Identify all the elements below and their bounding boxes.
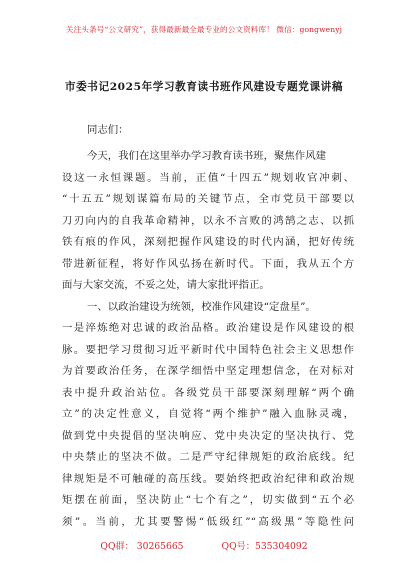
document-greeting: 同志们： [87, 124, 129, 136]
body-line: 面与大家交流，不妥之处，请大家批评指正。 [62, 279, 270, 291]
footer-contact [0, 538, 408, 552]
body-line: 带进新征程，将好作风弘扬在新时代。下面，我从五个方 [62, 257, 354, 270]
body-line: 中央禁止的坚决不做。二是严守纪律规矩的政治底线。纪 [62, 451, 354, 463]
body-line: 脉。要把学习贯彻习近平新时代中国特色社会主义思想作 [62, 343, 354, 356]
body-line: 刀刃向内的自我革命精神，以永不言败的鸿鹄之志、以抓 [62, 214, 354, 227]
body-line: 今天，我们在这里举办学习教育读书班，聚焦作风建 [87, 150, 326, 162]
section-heading: 一、以政治建设为统领，校准作风建设“定盘星”。 [87, 300, 316, 313]
body-line: 须”。当前，尤其要警惕“低级红”“高级黑”等隐性问 [62, 515, 354, 528]
body-line: 设这一永恒课题。当前，正值“十四五”规划收官冲刺、 [62, 171, 354, 184]
body-line: 铁有痕的作风，深刻把握作风建设的时代内涵，把好传统 [62, 236, 354, 248]
body-line: 一是淬炼绝对忠诚的政治品格。政治建设是作风建设的根 [62, 322, 354, 334]
header-promo-note: 关注头条号“公文研究”，获得最新最全最专业的公文资料库！ 微信：gongwenyj [65, 25, 343, 34]
body-line: 矩摆在前面，坚决防止“七个有之”，切实做到“五个必 [62, 494, 354, 506]
body-line: 律规矩是不可触碰的高压线。要始终把政治纪律和政治规 [62, 472, 354, 485]
body-line: 表中提升政治站位。各级党员干部要深刻理解“两个确 [62, 386, 354, 399]
body-line: “十五五”规划谋篇布局的关键节点，全市党员干部要以 [62, 193, 354, 205]
document-body [62, 146, 354, 533]
footer-qq-number: QQ号：535304092 [221, 541, 308, 552]
footer-qq-group: QQ群： 30265665 [100, 541, 184, 552]
body-line: 做到党中央提倡的坚决响应、党中央决定的坚决执行、党 [62, 429, 354, 442]
body-line: 为首要政治任务，在深学细悟中坚定理想信念，在对标对 [62, 365, 354, 377]
body-line: 立”的决定性意义，自觉将“两个维护”融入血脉灵魂， [62, 408, 354, 420]
document-title: 市委书记2025年学习教育读书班作风建设专题党课讲稿 [64, 81, 344, 93]
